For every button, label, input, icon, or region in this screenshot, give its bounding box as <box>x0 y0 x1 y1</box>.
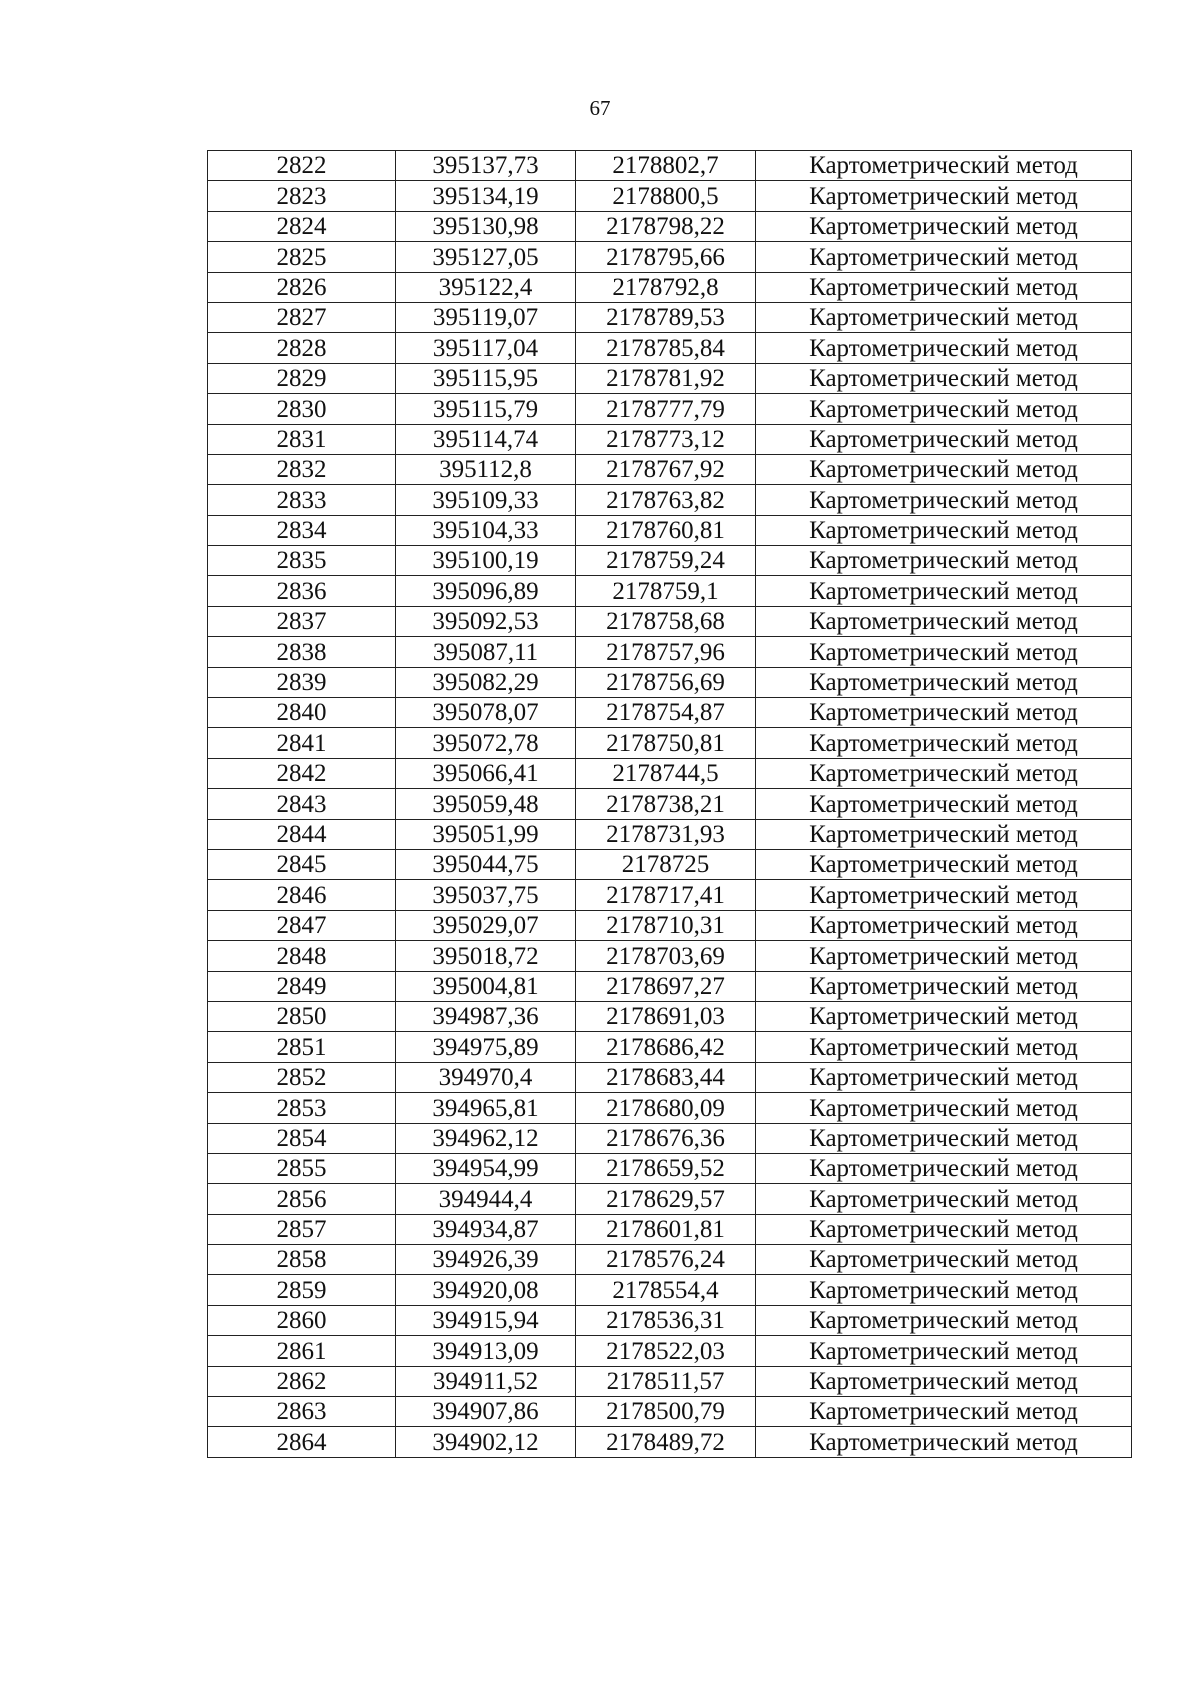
method-cell: Картометрический метод <box>756 1427 1132 1457</box>
table-row <box>208 1184 1132 1214</box>
x-coordinate-cell: 395051,99 <box>396 819 576 849</box>
table-row <box>208 606 1132 636</box>
method-cell: Картометрический метод <box>756 819 1132 849</box>
y-coordinate-cell: 2178757,96 <box>576 637 756 667</box>
table-row <box>208 1427 1132 1457</box>
point-number-cell: 2861 <box>208 1336 396 1366</box>
y-coordinate-cell: 2178756,69 <box>576 667 756 697</box>
y-coordinate-cell: 2178750,81 <box>576 728 756 758</box>
point-number-cell: 2858 <box>208 1245 396 1275</box>
y-coordinate-cell: 2178697,27 <box>576 971 756 1001</box>
point-number-cell: 2831 <box>208 424 396 454</box>
point-number-cell: 2848 <box>208 941 396 971</box>
table-row <box>208 910 1132 940</box>
table-row <box>208 363 1132 393</box>
x-coordinate-cell: 394915,94 <box>396 1305 576 1335</box>
x-coordinate-cell: 395092,53 <box>396 606 576 636</box>
method-cell: Картометрический метод <box>756 394 1132 424</box>
method-cell: Картометрический метод <box>756 211 1132 241</box>
method-cell: Картометрический метод <box>756 515 1132 545</box>
method-cell: Картометрический метод <box>756 1245 1132 1275</box>
x-coordinate-cell: 394920,08 <box>396 1275 576 1305</box>
point-number-cell: 2832 <box>208 454 396 484</box>
y-coordinate-cell: 2178754,87 <box>576 698 756 728</box>
x-coordinate-cell: 395096,89 <box>396 576 576 606</box>
x-coordinate-cell: 395100,19 <box>396 546 576 576</box>
table-row <box>208 302 1132 332</box>
table-row <box>208 789 1132 819</box>
method-cell: Картометрический метод <box>756 698 1132 728</box>
point-number-cell: 2854 <box>208 1123 396 1153</box>
table-row <box>208 1366 1132 1396</box>
table-body <box>208 151 1132 1458</box>
method-cell: Картометрический метод <box>756 242 1132 272</box>
x-coordinate-cell: 395104,33 <box>396 515 576 545</box>
table-row <box>208 941 1132 971</box>
y-coordinate-cell: 2178511,57 <box>576 1366 756 1396</box>
method-cell: Картометрический метод <box>756 576 1132 606</box>
point-number-cell: 2839 <box>208 667 396 697</box>
point-number-cell: 2841 <box>208 728 396 758</box>
y-coordinate-cell: 2178744,5 <box>576 758 756 788</box>
y-coordinate-cell: 2178725 <box>576 849 756 879</box>
method-cell: Картометрический метод <box>756 1336 1132 1366</box>
table-row <box>208 849 1132 879</box>
x-coordinate-cell: 395122,4 <box>396 272 576 302</box>
point-number-cell: 2863 <box>208 1397 396 1427</box>
point-number-cell: 2822 <box>208 151 396 181</box>
y-coordinate-cell: 2178500,79 <box>576 1397 756 1427</box>
x-coordinate-cell: 395117,04 <box>396 333 576 363</box>
y-coordinate-cell: 2178759,1 <box>576 576 756 606</box>
y-coordinate-cell: 2178798,22 <box>576 211 756 241</box>
x-coordinate-cell: 394970,4 <box>396 1062 576 1092</box>
y-coordinate-cell: 2178554,4 <box>576 1275 756 1305</box>
point-number-cell: 2837 <box>208 606 396 636</box>
table-row <box>208 1123 1132 1153</box>
method-cell: Картометрический метод <box>756 454 1132 484</box>
method-cell: Картометрический метод <box>756 272 1132 302</box>
method-cell: Картометрический метод <box>756 1366 1132 1396</box>
point-number-cell: 2853 <box>208 1093 396 1123</box>
point-number-cell: 2849 <box>208 971 396 1001</box>
point-number-cell: 2827 <box>208 302 396 332</box>
table-row <box>208 1001 1132 1031</box>
x-coordinate-cell: 395119,07 <box>396 302 576 332</box>
method-cell: Картометрический метод <box>756 971 1132 1001</box>
y-coordinate-cell: 2178731,93 <box>576 819 756 849</box>
y-coordinate-cell: 2178629,57 <box>576 1184 756 1214</box>
x-coordinate-cell: 394944,4 <box>396 1184 576 1214</box>
x-coordinate-cell: 395059,48 <box>396 789 576 819</box>
point-number-cell: 2845 <box>208 849 396 879</box>
method-cell: Картометрический метод <box>756 667 1132 697</box>
y-coordinate-cell: 2178686,42 <box>576 1032 756 1062</box>
x-coordinate-cell: 395037,75 <box>396 880 576 910</box>
table-row <box>208 394 1132 424</box>
table-row <box>208 242 1132 272</box>
x-coordinate-cell: 394911,52 <box>396 1366 576 1396</box>
point-number-cell: 2833 <box>208 485 396 515</box>
table-row <box>208 1153 1132 1183</box>
y-coordinate-cell: 2178717,41 <box>576 880 756 910</box>
point-number-cell: 2847 <box>208 910 396 940</box>
y-coordinate-cell: 2178659,52 <box>576 1153 756 1183</box>
point-number-cell: 2844 <box>208 819 396 849</box>
point-number-cell: 2840 <box>208 698 396 728</box>
x-coordinate-cell: 395087,11 <box>396 637 576 667</box>
table-row <box>208 758 1132 788</box>
table-row <box>208 1305 1132 1335</box>
x-coordinate-cell: 395044,75 <box>396 849 576 879</box>
method-cell: Картометрический метод <box>756 606 1132 636</box>
method-cell: Картометрический метод <box>756 1001 1132 1031</box>
point-number-cell: 2856 <box>208 1184 396 1214</box>
x-coordinate-cell: 395112,8 <box>396 454 576 484</box>
table-row <box>208 1032 1132 1062</box>
coordinates-table <box>207 150 1132 1458</box>
x-coordinate-cell: 394934,87 <box>396 1214 576 1244</box>
y-coordinate-cell: 2178777,79 <box>576 394 756 424</box>
method-cell: Картометрический метод <box>756 1305 1132 1335</box>
table-row <box>208 272 1132 302</box>
table-row <box>208 454 1132 484</box>
point-number-cell: 2828 <box>208 333 396 363</box>
method-cell: Картометрический метод <box>756 849 1132 879</box>
x-coordinate-cell: 394975,89 <box>396 1032 576 1062</box>
x-coordinate-cell: 394913,09 <box>396 1336 576 1366</box>
method-cell: Картометрический метод <box>756 424 1132 454</box>
method-cell: Картометрический метод <box>756 181 1132 211</box>
table-row <box>208 637 1132 667</box>
x-coordinate-cell: 395109,33 <box>396 485 576 515</box>
y-coordinate-cell: 2178781,92 <box>576 363 756 393</box>
x-coordinate-cell: 394926,39 <box>396 1245 576 1275</box>
y-coordinate-cell: 2178763,82 <box>576 485 756 515</box>
point-number-cell: 2838 <box>208 637 396 667</box>
method-cell: Картометрический метод <box>756 637 1132 667</box>
method-cell: Картометрический метод <box>756 485 1132 515</box>
point-number-cell: 2851 <box>208 1032 396 1062</box>
y-coordinate-cell: 2178683,44 <box>576 1062 756 1092</box>
table-row <box>208 1336 1132 1366</box>
x-coordinate-cell: 395130,98 <box>396 211 576 241</box>
x-coordinate-cell: 395066,41 <box>396 758 576 788</box>
y-coordinate-cell: 2178802,7 <box>576 151 756 181</box>
method-cell: Картометрический метод <box>756 1153 1132 1183</box>
x-coordinate-cell: 394965,81 <box>396 1093 576 1123</box>
method-cell: Картометрический метод <box>756 1397 1132 1427</box>
y-coordinate-cell: 2178710,31 <box>576 910 756 940</box>
method-cell: Картометрический метод <box>756 1062 1132 1092</box>
method-cell: Картометрический метод <box>756 1093 1132 1123</box>
y-coordinate-cell: 2178789,53 <box>576 302 756 332</box>
method-cell: Картометрический метод <box>756 941 1132 971</box>
table-row <box>208 546 1132 576</box>
point-number-cell: 2824 <box>208 211 396 241</box>
x-coordinate-cell: 395029,07 <box>396 910 576 940</box>
table-row <box>208 1245 1132 1275</box>
point-number-cell: 2862 <box>208 1366 396 1396</box>
method-cell: Картометрический метод <box>756 546 1132 576</box>
y-coordinate-cell: 2178576,24 <box>576 1245 756 1275</box>
y-coordinate-cell: 2178680,09 <box>576 1093 756 1123</box>
y-coordinate-cell: 2178601,81 <box>576 1214 756 1244</box>
x-coordinate-cell: 394907,86 <box>396 1397 576 1427</box>
method-cell: Картометрический метод <box>756 758 1132 788</box>
table-row <box>208 424 1132 454</box>
method-cell: Картометрический метод <box>756 1275 1132 1305</box>
point-number-cell: 2830 <box>208 394 396 424</box>
method-cell: Картометрический метод <box>756 363 1132 393</box>
point-number-cell: 2835 <box>208 546 396 576</box>
x-coordinate-cell: 395004,81 <box>396 971 576 1001</box>
table-row <box>208 728 1132 758</box>
table-row <box>208 880 1132 910</box>
x-coordinate-cell: 395078,07 <box>396 698 576 728</box>
y-coordinate-cell: 2178759,24 <box>576 546 756 576</box>
point-number-cell: 2834 <box>208 515 396 545</box>
point-number-cell: 2823 <box>208 181 396 211</box>
y-coordinate-cell: 2178785,84 <box>576 333 756 363</box>
method-cell: Картометрический метод <box>756 1123 1132 1153</box>
point-number-cell: 2859 <box>208 1275 396 1305</box>
x-coordinate-cell: 394902,12 <box>396 1427 576 1457</box>
point-number-cell: 2846 <box>208 880 396 910</box>
y-coordinate-cell: 2178800,5 <box>576 181 756 211</box>
table-row <box>208 819 1132 849</box>
y-coordinate-cell: 2178760,81 <box>576 515 756 545</box>
x-coordinate-cell: 395115,79 <box>396 394 576 424</box>
table-row <box>208 211 1132 241</box>
x-coordinate-cell: 395137,73 <box>396 151 576 181</box>
point-number-cell: 2850 <box>208 1001 396 1031</box>
table-row <box>208 515 1132 545</box>
method-cell: Картометрический метод <box>756 1214 1132 1244</box>
table-row <box>208 485 1132 515</box>
point-number-cell: 2829 <box>208 363 396 393</box>
method-cell: Картометрический метод <box>756 333 1132 363</box>
x-coordinate-cell: 394987,36 <box>396 1001 576 1031</box>
x-coordinate-cell: 395072,78 <box>396 728 576 758</box>
point-number-cell: 2843 <box>208 789 396 819</box>
method-cell: Картометрический метод <box>756 302 1132 332</box>
x-coordinate-cell: 395115,95 <box>396 363 576 393</box>
y-coordinate-cell: 2178536,31 <box>576 1305 756 1335</box>
y-coordinate-cell: 2178703,69 <box>576 941 756 971</box>
point-number-cell: 2826 <box>208 272 396 302</box>
point-number-cell: 2860 <box>208 1305 396 1335</box>
table-row <box>208 576 1132 606</box>
x-coordinate-cell: 395127,05 <box>396 242 576 272</box>
table-row <box>208 1093 1132 1123</box>
x-coordinate-cell: 394962,12 <box>396 1123 576 1153</box>
x-coordinate-cell: 395018,72 <box>396 941 576 971</box>
y-coordinate-cell: 2178522,03 <box>576 1336 756 1366</box>
point-number-cell: 2855 <box>208 1153 396 1183</box>
y-coordinate-cell: 2178767,92 <box>576 454 756 484</box>
method-cell: Картометрический метод <box>756 880 1132 910</box>
page-number: 67 <box>589 96 611 120</box>
point-number-cell: 2857 <box>208 1214 396 1244</box>
y-coordinate-cell: 2178489,72 <box>576 1427 756 1457</box>
y-coordinate-cell: 2178758,68 <box>576 606 756 636</box>
table-row <box>208 667 1132 697</box>
y-coordinate-cell: 2178795,66 <box>576 242 756 272</box>
point-number-cell: 2852 <box>208 1062 396 1092</box>
method-cell: Картометрический метод <box>756 910 1132 940</box>
y-coordinate-cell: 2178792,8 <box>576 272 756 302</box>
point-number-cell: 2825 <box>208 242 396 272</box>
table-row <box>208 151 1132 181</box>
method-cell: Картометрический метод <box>756 728 1132 758</box>
y-coordinate-cell: 2178773,12 <box>576 424 756 454</box>
y-coordinate-cell: 2178691,03 <box>576 1001 756 1031</box>
table-row <box>208 1275 1132 1305</box>
x-coordinate-cell: 395134,19 <box>396 181 576 211</box>
x-coordinate-cell: 395114,74 <box>396 424 576 454</box>
table-row <box>208 971 1132 1001</box>
table-row <box>208 1397 1132 1427</box>
method-cell: Картометрический метод <box>756 1184 1132 1214</box>
table-row <box>208 1062 1132 1092</box>
point-number-cell: 2842 <box>208 758 396 788</box>
method-cell: Картометрический метод <box>756 151 1132 181</box>
method-cell: Картометрический метод <box>756 1032 1132 1062</box>
x-coordinate-cell: 395082,29 <box>396 667 576 697</box>
table-row <box>208 698 1132 728</box>
point-number-cell: 2864 <box>208 1427 396 1457</box>
table-row <box>208 333 1132 363</box>
y-coordinate-cell: 2178738,21 <box>576 789 756 819</box>
y-coordinate-cell: 2178676,36 <box>576 1123 756 1153</box>
x-coordinate-cell: 394954,99 <box>396 1153 576 1183</box>
point-number-cell: 2836 <box>208 576 396 606</box>
table-row <box>208 1214 1132 1244</box>
table-row <box>208 181 1132 211</box>
method-cell: Картометрический метод <box>756 789 1132 819</box>
